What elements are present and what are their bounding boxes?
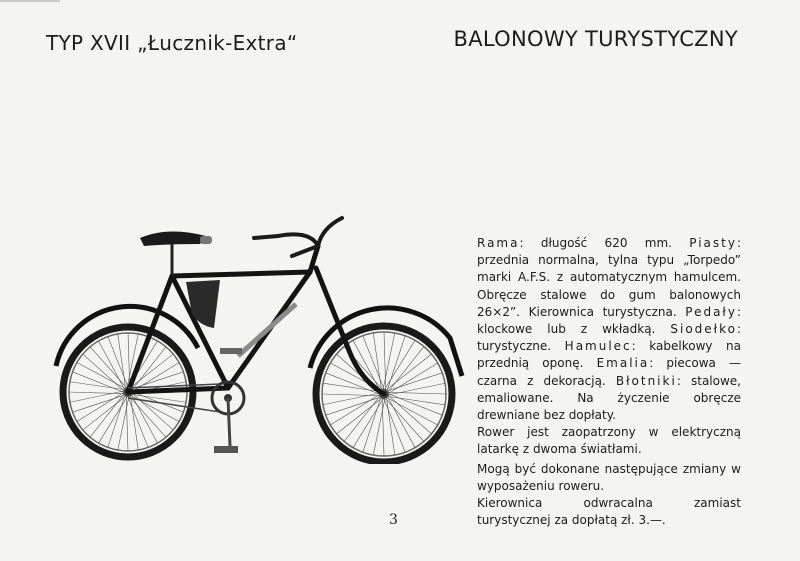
page-number: 3 [389, 512, 398, 528]
spec-value-mudguards: stalowe, emaliowane. [477, 373, 741, 405]
note-handlebar-option: Kierownica odwracalna zamiast turystycznej za dopłatą zł. 3.—. [477, 496, 741, 528]
note-lamp: Rower jest zaopatrzony w elektryczną latarkę z dwoma światłami. [477, 425, 741, 457]
note-wooden-rims: Na życzenie obręcze drewniane bez dopłaty. [477, 390, 741, 423]
spec-value-pedals: klockowe lub z wkładką. [477, 322, 656, 337]
specification-text [477, 235, 741, 529]
note-changes-intro: Mogą być dokonane następujące zmiany w wyposażeniu roweru. [477, 461, 741, 493]
spec-label-saddle: Siodełko [670, 322, 737, 337]
handlebar [254, 218, 342, 256]
spec-label-brake: Hamulec [564, 339, 632, 354]
spec-value-enamel: piecowa — czarna z dekoracją. [477, 356, 742, 388]
spec-value-saddle: turystyczne. [477, 339, 552, 354]
bicycle-illustration [48, 198, 473, 464]
spec-label-frame: Rama [477, 236, 520, 250]
spec-value-rims: stalowe do gum balonowych 26×2”. [477, 287, 741, 319]
spec-label-rims: Obręcze [477, 287, 527, 302]
spec-value-frame: długość 620 mm. [540, 236, 672, 250]
saddle [140, 231, 212, 276]
pump [238, 304, 296, 356]
spec-value-handlebar: turystyczna. [602, 304, 677, 319]
spec-label-enamel: Emalia [596, 356, 650, 371]
frame-bag [186, 280, 220, 328]
spec-label-mudguards: Błotniki [615, 373, 677, 388]
model-title: TYP XVII „Łucznik-Extra“ [46, 31, 298, 55]
spec-value-brake: kabelkowy na przednią oponę. [477, 339, 741, 371]
spec-label-handlebar: Kierownica [528, 304, 594, 319]
spec-value-hubs: przednia normalna, tylna typu „Torpedo” marki A.F.S. z automatycznym hamulcem. [477, 253, 741, 285]
spec-paragraph: Rama: długość 620 mm. Piasty: przednia normalna, tylna typu „Torpedo” marki A.F.S. z automatycznym hamulcem. Obręcze stalowe do gum balonowych 26×2”. Kierownica turystyczna. Pedały: klockowe lub z wkładką. Siodełko: turystyczne. Hamulec: kabelkowy na przednią oponę. Emalia: piecowa — czarna z dekoracją. Błotniki: stalowe, emaliowane. Na życzenie obręcze drewniane bez dopłaty. [477, 236, 742, 423]
spec-label-hubs: Piasty [689, 236, 737, 250]
category-title: BALONOWY TURYSTYCZNY [453, 27, 738, 51]
spec-label-pedals: Pedały [685, 304, 737, 319]
top-edge-rule [0, 0, 60, 2]
